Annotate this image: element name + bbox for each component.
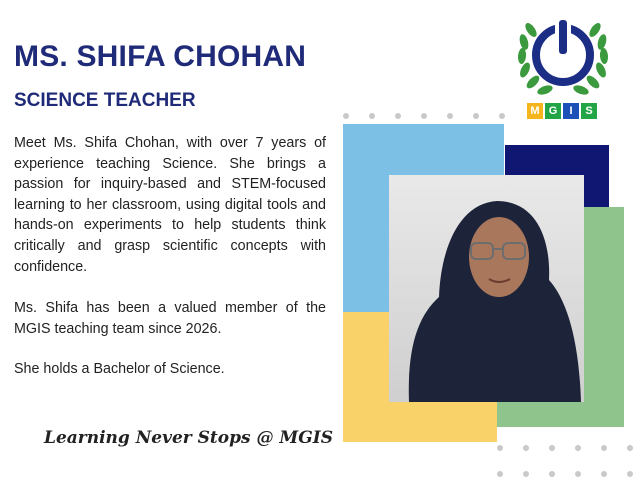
bio-paragraph-1: Meet Ms. Shifa Chohan, with over 7 years of experience teaching Science. She brings a passion for inquiry-based and STEM-focused learning to her classroom, using digital tools and hands-on experiments to help students think critically and grasp scientific concepts with confidence. [14, 135, 326, 275]
teacher-role: SCIENCE TEACHER [14, 90, 196, 111]
dot-grid-bottom [490, 440, 640, 490]
logo-letter-g: G [545, 103, 561, 119]
face-shape [469, 217, 529, 297]
logo-letter-m: M [527, 103, 543, 119]
logo-letter-s: S [581, 103, 597, 119]
bio-paragraph-3: She holds a Bachelor of Science. [14, 361, 225, 377]
school-logo [511, 8, 615, 122]
logo-letter-i: I [563, 103, 579, 119]
teacher-portrait [389, 175, 584, 402]
bio-paragraph-2: Ms. Shifa has been a valued member of the MGIS teaching team since 2026. [14, 300, 326, 337]
power-icon [536, 20, 590, 82]
teacher-name: MS. SHIFA CHOHAN [14, 40, 307, 73]
tagline: Learning Never Stops @ MGIS [44, 428, 333, 448]
logo-letters [527, 103, 597, 119]
